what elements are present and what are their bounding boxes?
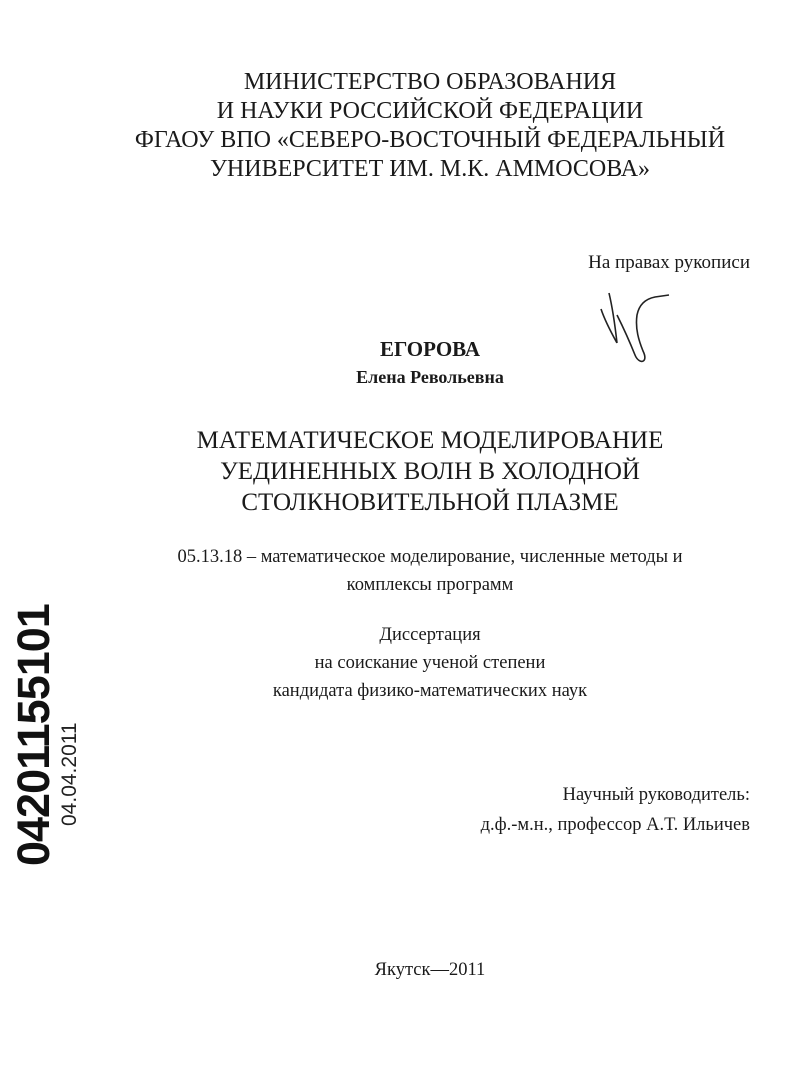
title-line: УЕДИНЕННЫХ ВОЛН В ХОЛОДНОЙ <box>220 458 640 485</box>
degree-line: кандидата физико-математических наук <box>272 681 588 701</box>
advisor-label: Научный руководитель: <box>562 785 750 805</box>
author-name: Елена Револьевна <box>356 367 504 387</box>
author-surname: ЕГОРОВА <box>379 337 481 361</box>
manuscript-note: На правах рукописи <box>588 252 750 273</box>
advisor-name: д.ф.-м.н., профессор А.Т. Ильичев <box>480 815 750 835</box>
specialty-line: комплексы программ <box>346 575 514 595</box>
header-line: УНИВЕРСИТЕТ ИМ. М.К. АММОСОВА» <box>209 156 651 182</box>
header-line: И НАУКИ РОССИЙСКОЙ ФЕДЕРАЦИИ <box>216 98 644 124</box>
header-line: МИНИСТЕРСТВО ОБРАЗОВАНИЯ <box>243 69 617 95</box>
stamp-date: 04.04.2011 <box>58 722 81 826</box>
degree-line: на соискание ученой степени <box>314 653 546 673</box>
header-line: ФГАОУ ВПО «СЕВЕРО-ВОСТОЧНЫЙ ФЕДЕРАЛЬНЫЙ <box>134 127 726 153</box>
place-year: Якутск—2011 <box>374 960 486 980</box>
degree-line: Диссертация <box>379 625 481 645</box>
stamp-number: 04201155101 <box>8 604 59 866</box>
specialty-line: 05.13.18 – математическое моделирование, численные методы и <box>177 547 683 567</box>
title-line: МАТЕМАТИЧЕСКОЕ МОДЕЛИРОВАНИЕ <box>196 427 664 454</box>
title-line: СТОЛКНОВИТЕЛЬНОЙ ПЛАЗМЕ <box>241 489 619 516</box>
